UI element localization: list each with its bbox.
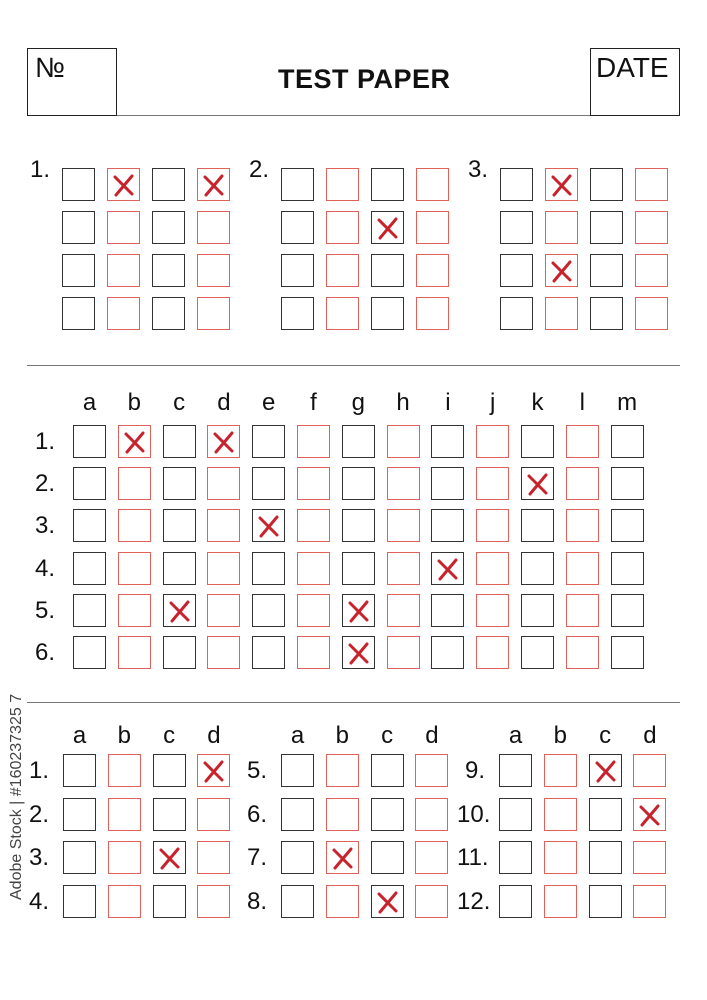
answer-checkbox[interactable] [207, 509, 240, 542]
answer-checkbox[interactable] [589, 841, 622, 874]
answer-checkbox[interactable] [499, 798, 532, 831]
answer-checkbox[interactable] [566, 636, 599, 669]
answer-checkbox[interactable] [107, 168, 140, 201]
answer-checkbox[interactable] [252, 467, 285, 500]
column-letter: b [117, 722, 131, 749]
answer-checkbox[interactable] [476, 509, 509, 542]
answer-checkbox[interactable] [431, 467, 464, 500]
answer-checkbox[interactable] [118, 552, 151, 585]
answer-checkbox[interactable] [387, 425, 420, 458]
answer-checkbox[interactable] [521, 509, 554, 542]
answer-checkbox[interactable] [500, 297, 533, 330]
answer-checkbox[interactable] [371, 254, 404, 287]
answer-checkbox[interactable] [297, 636, 330, 669]
answer-checkbox[interactable] [281, 885, 314, 918]
answer-checkbox[interactable] [108, 754, 141, 787]
answer-checkbox[interactable] [252, 509, 285, 542]
column-letter: d [217, 389, 231, 416]
answer-checkbox[interactable] [197, 885, 230, 918]
answer-checkbox[interactable] [73, 425, 106, 458]
answer-checkbox[interactable] [73, 594, 106, 627]
answer-checkbox[interactable] [566, 425, 599, 458]
column-letter: e [262, 389, 276, 416]
column-letter: c [599, 722, 612, 749]
answer-checkbox[interactable] [342, 636, 375, 669]
answer-checkbox[interactable] [544, 841, 577, 874]
answer-checkbox[interactable] [521, 594, 554, 627]
answer-checkbox[interactable] [326, 885, 359, 918]
answer-checkbox[interactable] [342, 552, 375, 585]
answer-checkbox[interactable] [252, 552, 285, 585]
column-letter: d [425, 722, 439, 749]
column-letter: c [163, 722, 176, 749]
column-letter: a [72, 722, 87, 749]
answer-checkbox[interactable] [416, 211, 449, 244]
answer-checkbox[interactable] [416, 168, 449, 201]
answer-checkbox[interactable] [152, 168, 185, 201]
answer-checkbox[interactable] [118, 425, 151, 458]
question-number: 7. [247, 844, 268, 871]
answer-checkbox[interactable] [431, 425, 464, 458]
answer-checkbox[interactable] [545, 254, 578, 287]
question-number: 4. [29, 887, 50, 915]
answer-checkbox[interactable] [252, 594, 285, 627]
answer-checkbox[interactable] [152, 254, 185, 287]
answer-checkbox[interactable] [611, 467, 644, 500]
answer-checkbox[interactable] [371, 798, 404, 831]
answer-checkbox[interactable] [326, 168, 359, 201]
answer-checkbox[interactable] [297, 552, 330, 585]
answer-checkbox[interactable] [371, 885, 404, 918]
answer-checkbox[interactable] [521, 636, 554, 669]
answer-checkbox[interactable] [611, 425, 644, 458]
column-letter: a [508, 722, 523, 749]
answer-checkbox[interactable] [635, 168, 668, 201]
answer-checkbox[interactable] [590, 168, 623, 201]
answer-checkbox[interactable] [416, 297, 449, 330]
answer-checkbox[interactable] [499, 754, 532, 787]
answer-checkbox[interactable] [207, 636, 240, 669]
column-letter: l [579, 389, 585, 416]
answer-checkbox[interactable] [63, 798, 96, 831]
answer-checkbox[interactable] [326, 754, 359, 787]
answer-checkbox[interactable] [635, 211, 668, 244]
question-number: 1. [30, 156, 51, 183]
answer-checkbox[interactable] [297, 467, 330, 500]
answer-checkbox[interactable] [545, 168, 578, 201]
answer-checkbox[interactable] [590, 254, 623, 287]
answer-checkbox[interactable] [207, 552, 240, 585]
answer-checkbox[interactable] [387, 636, 420, 669]
answer-checkbox[interactable] [163, 425, 196, 458]
question-number: 12. [457, 887, 491, 915]
column-letter: c [173, 389, 186, 416]
answer-checkbox[interactable] [281, 297, 314, 330]
column-letter: i [445, 389, 451, 416]
row-number: 3. [35, 512, 56, 540]
answer-checkbox[interactable] [73, 552, 106, 585]
answer-checkbox[interactable] [297, 425, 330, 458]
answer-checkbox[interactable] [281, 841, 314, 874]
answer-checkbox[interactable] [611, 594, 644, 627]
answer-checkbox[interactable] [197, 754, 230, 787]
answer-checkbox[interactable] [326, 297, 359, 330]
question-number: 6. [247, 800, 268, 828]
answer-checkbox[interactable] [197, 211, 230, 244]
column-letter: j [490, 389, 496, 416]
answer-checkbox[interactable] [163, 636, 196, 669]
answer-checkbox[interactable] [297, 594, 330, 627]
answer-checkbox[interactable] [252, 425, 285, 458]
question-number: 2. [249, 156, 270, 183]
answer-checkbox[interactable] [118, 636, 151, 669]
question-number: 1. [29, 757, 50, 784]
column-letter: a [82, 389, 97, 416]
answer-checkbox[interactable] [326, 211, 359, 244]
answer-checkbox[interactable] [476, 552, 509, 585]
answer-checkbox[interactable] [73, 467, 106, 500]
answer-checkbox[interactable] [153, 841, 186, 874]
answer-checkbox[interactable] [415, 754, 448, 787]
answer-checkbox[interactable] [163, 467, 196, 500]
answer-checkbox[interactable] [431, 509, 464, 542]
answer-checkbox[interactable] [153, 754, 186, 787]
answer-checkbox[interactable] [207, 467, 240, 500]
answer-checkbox[interactable] [118, 594, 151, 627]
answer-checkbox[interactable] [152, 211, 185, 244]
column-letter: m [617, 389, 638, 416]
answer-checkbox[interactable] [590, 297, 623, 330]
answer-checkbox[interactable] [152, 297, 185, 330]
question-number: 8. [247, 887, 268, 915]
answer-checkbox[interactable] [207, 425, 240, 458]
column-letter: b [553, 722, 567, 749]
section-divider [27, 365, 680, 366]
answer-checkbox[interactable] [566, 594, 599, 627]
answer-checkbox[interactable] [63, 885, 96, 918]
answer-checkbox[interactable] [416, 254, 449, 287]
answer-checkbox[interactable] [521, 552, 554, 585]
column-letter: f [310, 389, 317, 416]
answer-checkbox[interactable] [589, 885, 622, 918]
answer-checkbox[interactable] [545, 297, 578, 330]
answer-checkbox[interactable] [476, 467, 509, 500]
answer-checkbox[interactable] [63, 754, 96, 787]
answer-checkbox[interactable] [589, 798, 622, 831]
answer-checkbox[interactable] [521, 425, 554, 458]
answer-checkbox[interactable] [62, 211, 95, 244]
answer-checkbox[interactable] [476, 636, 509, 669]
answer-checkbox[interactable] [108, 798, 141, 831]
answer-checkbox[interactable] [281, 211, 314, 244]
section-divider [27, 702, 680, 703]
answer-checkbox[interactable] [387, 509, 420, 542]
answer-checkbox[interactable] [633, 798, 666, 831]
answer-checkbox[interactable] [281, 754, 314, 787]
answer-checkbox[interactable] [566, 467, 599, 500]
answer-checkbox[interactable] [62, 254, 95, 287]
question-number: 2. [29, 800, 50, 828]
answer-checkbox[interactable] [153, 798, 186, 831]
answer-checkbox[interactable] [326, 254, 359, 287]
row-number: 1. [35, 428, 56, 455]
answer-checkbox[interactable] [476, 425, 509, 458]
answer-checkbox[interactable] [73, 509, 106, 542]
answer-checkbox[interactable] [371, 211, 404, 244]
answer-checkbox[interactable] [342, 467, 375, 500]
answer-checkbox[interactable] [118, 509, 151, 542]
answer-checkbox[interactable] [635, 297, 668, 330]
answer-checkbox[interactable] [197, 254, 230, 287]
answer-checkbox[interactable] [281, 254, 314, 287]
answer-checkbox[interactable] [73, 636, 106, 669]
answer-checkbox[interactable] [342, 594, 375, 627]
answer-checkbox[interactable] [633, 885, 666, 918]
answer-checkbox[interactable] [431, 552, 464, 585]
answer-checkbox[interactable] [544, 885, 577, 918]
answer-checkbox[interactable] [163, 552, 196, 585]
question-number: 10. [457, 800, 491, 828]
answer-checkbox[interactable] [342, 425, 375, 458]
answer-checkbox[interactable] [342, 509, 375, 542]
answer-checkbox[interactable] [566, 509, 599, 542]
row-number: 6. [35, 639, 56, 666]
column-letter: d [643, 722, 657, 749]
answer-checkbox[interactable] [118, 467, 151, 500]
answer-checkbox[interactable] [499, 841, 532, 874]
answer-checkbox[interactable] [431, 636, 464, 669]
answer-checkbox[interactable] [387, 594, 420, 627]
answer-checkbox[interactable] [281, 168, 314, 201]
column-letter: b [335, 722, 349, 749]
answer-checkbox[interactable] [633, 754, 666, 787]
date-label: DATE [596, 52, 669, 83]
answer-checkbox[interactable] [387, 467, 420, 500]
question-number: 3. [29, 844, 50, 871]
answer-checkbox[interactable] [297, 509, 330, 542]
answer-checkbox[interactable] [611, 509, 644, 542]
answer-checkbox[interactable] [153, 885, 186, 918]
answer-checkbox[interactable] [63, 841, 96, 874]
answer-checkbox[interactable] [326, 798, 359, 831]
answer-checkbox[interactable] [544, 798, 577, 831]
answer-checkbox[interactable] [163, 509, 196, 542]
page-title: TEST PAPER [278, 64, 451, 94]
column-letter: c [381, 722, 394, 749]
row-number: 5. [35, 596, 56, 624]
answer-checkbox[interactable] [521, 467, 554, 500]
answer-checkbox[interactable] [62, 168, 95, 201]
answer-checkbox[interactable] [611, 552, 644, 585]
answer-checkbox[interactable] [371, 168, 404, 201]
answer-checkbox[interactable] [252, 636, 285, 669]
answer-checkbox[interactable] [371, 841, 404, 874]
answer-checkbox[interactable] [197, 798, 230, 831]
column-letter: d [207, 722, 221, 749]
column-letter: h [396, 389, 410, 416]
answer-checkbox[interactable] [415, 798, 448, 831]
answer-checkbox[interactable] [107, 297, 140, 330]
answer-checkbox[interactable] [107, 211, 140, 244]
answer-checkbox[interactable] [590, 211, 623, 244]
answer-checkbox[interactable] [633, 841, 666, 874]
answer-checkbox[interactable] [108, 841, 141, 874]
answer-checkbox[interactable] [62, 297, 95, 330]
answer-checkbox[interactable] [108, 885, 141, 918]
answer-checkbox[interactable] [107, 254, 140, 287]
header-underline [117, 115, 590, 116]
question-number: 3. [468, 156, 489, 183]
answer-checkbox[interactable] [476, 594, 509, 627]
answer-checkbox[interactable] [415, 841, 448, 874]
answer-checkbox[interactable] [500, 254, 533, 287]
answer-checkbox[interactable] [415, 885, 448, 918]
question-number: 5. [247, 757, 268, 784]
answer-checkbox[interactable] [197, 168, 230, 201]
answer-checkbox[interactable] [207, 594, 240, 627]
row-number: 4. [35, 554, 56, 582]
question-number: 11. [457, 844, 489, 871]
answer-checkbox[interactable] [163, 594, 196, 627]
row-number: 2. [35, 470, 56, 498]
answer-checkbox[interactable] [500, 211, 533, 244]
answer-checkbox[interactable] [566, 552, 599, 585]
answer-checkbox[interactable] [387, 552, 420, 585]
answer-checkbox[interactable] [281, 798, 314, 831]
column-letter: b [127, 389, 141, 416]
answer-checkbox[interactable] [589, 754, 622, 787]
number-label: № [35, 52, 66, 83]
answer-checkbox[interactable] [371, 754, 404, 787]
answer-checkbox[interactable] [635, 254, 668, 287]
answer-checkbox[interactable] [326, 841, 359, 874]
answer-checkbox[interactable] [544, 754, 577, 787]
answer-checkbox[interactable] [197, 841, 230, 874]
stock-watermark: Adobe Stock | #160237325 7 [8, 693, 25, 900]
answer-checkbox[interactable] [611, 636, 644, 669]
column-letter: a [290, 722, 305, 749]
answer-checkbox[interactable] [431, 594, 464, 627]
answer-checkbox[interactable] [371, 297, 404, 330]
answer-checkbox[interactable] [197, 297, 230, 330]
answer-checkbox[interactable] [499, 885, 532, 918]
column-letter: k [531, 389, 544, 416]
answer-checkbox[interactable] [500, 168, 533, 201]
answer-checkbox[interactable] [545, 211, 578, 244]
question-number: 9. [465, 757, 486, 784]
column-letter: g [351, 389, 365, 416]
